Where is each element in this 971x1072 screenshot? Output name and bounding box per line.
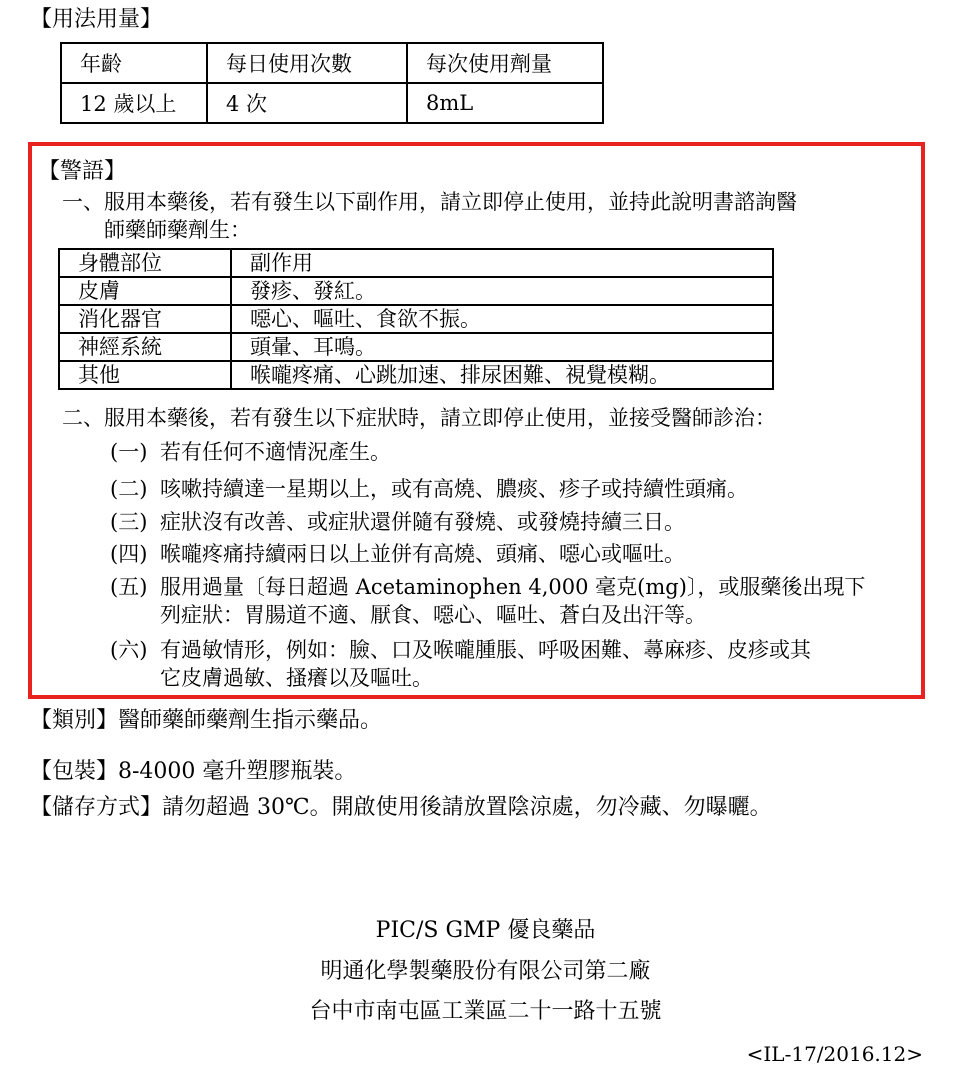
dosage-header-amount: 每次使用劑量: [407, 43, 603, 83]
warning-item1-line2: 師藥師藥劑生：: [104, 218, 251, 242]
dosage-table-row: [61, 83, 603, 123]
side-effects-body-part: 其他: [59, 361, 231, 389]
table-row: [59, 361, 773, 389]
side-effects-body-part: 消化器官: [59, 305, 231, 333]
symptom-text: 喉嚨疼痛持續兩日以上並併有高燒、頭痛、噁心或嘔吐。: [160, 542, 685, 566]
company-address: 台中市南屯區工業區二十一路十五號: [309, 999, 662, 1024]
symptom-item-5-continued: 列症狀：胃腸道不適、厭食、噁心、嘔吐、蒼白及出汗等。: [160, 603, 706, 627]
warning-heading: 【警語】: [38, 159, 127, 184]
symptom-text: 服用過量〔每日超過 Acetaminophen 4,000 毫克(mg)〕，或服藥後出現下: [160, 575, 866, 599]
symptom-number: (四): [110, 542, 148, 566]
side-effects-effect: 發疹、發紅。: [231, 277, 773, 305]
gmp-label: PIC/S GMP 優良藥品: [375, 918, 596, 943]
version-code: <IL-17/2016.12>: [746, 1042, 923, 1066]
symptom-text: 若有任何不適情況產生。: [160, 440, 391, 464]
symptom-item-4: [110, 539, 685, 569]
symptom-number: (六): [110, 638, 148, 662]
side-effects-header-body-part: 身體部位: [59, 249, 231, 277]
side-effects-header-effect: 副作用: [231, 249, 773, 277]
symptom-text: 症狀沒有改善、或症狀還併隨有發燒、或發燒持續三日。: [160, 510, 685, 534]
side-effects-table: [58, 248, 774, 390]
table-row: [59, 305, 773, 333]
symptom-text: 有過敏情形，例如：臉、口及喉嚨腫脹、呼吸困難、蕁麻疹、皮疹或其: [160, 638, 811, 662]
symptom-item-1: [110, 437, 391, 467]
symptom-number: (二): [110, 477, 148, 501]
symptom-item-3: [110, 507, 685, 537]
dosage-heading: 【用法用量】: [30, 7, 163, 32]
company-name: 明通化學製藥股份有限公司第二廠: [320, 959, 651, 984]
warning-item2: 二、服用本藥後，若有發生以下症狀時，請立即停止使用，並接受醫師診治：: [62, 406, 776, 430]
storage-line: 【儲存方式】請勿超過 30℃。開啟使用後請放置陰涼處，勿冷藏、勿曝曬。: [30, 795, 772, 820]
side-effects-effect: 喉嚨疼痛、心跳加速、排尿困難、視覺模糊。: [231, 361, 773, 389]
symptom-item-6: [110, 635, 811, 665]
symptom-item-2: [110, 474, 748, 504]
side-effects-effect: 噁心、嘔吐、食欲不振。: [231, 305, 773, 333]
category-line: 【類別】醫師藥師藥劑生指示藥品。: [30, 708, 383, 733]
symptom-item-6-continued: 它皮膚過敏、搔癢以及嘔吐。: [160, 666, 433, 690]
dosage-cell-age: 12 歲以上: [61, 83, 207, 123]
warning-item1-line1: 一、服用本藥後，若有發生以下副作用，請立即停止使用，並持此說明書諮詢醫: [62, 190, 797, 214]
dosage-cell-frequency: 4 次: [207, 83, 407, 123]
dosage-cell-amount: 8mL: [407, 83, 603, 123]
side-effects-effect: 頭暈、耳鳴。: [231, 333, 773, 361]
symptom-number: (三): [110, 510, 148, 534]
dosage-header-age: 年齡: [61, 43, 207, 83]
symptom-number: (五): [110, 575, 148, 599]
packaging-line: 【包裝】8-4000 毫升塑膠瓶裝。: [30, 759, 357, 784]
dosage-table: [60, 42, 604, 124]
table-row: [59, 277, 773, 305]
symptom-text: 咳嗽持續達一星期以上，或有高燒、膿痰、疹子或持續性頭痛。: [160, 477, 748, 501]
side-effects-header-row: [59, 249, 773, 277]
table-row: [59, 333, 773, 361]
side-effects-body-part: 神經系統: [59, 333, 231, 361]
dosage-table-header-row: [61, 43, 603, 83]
symptom-item-5: [110, 572, 865, 602]
dosage-header-frequency: 每日使用次數: [207, 43, 407, 83]
side-effects-body-part: 皮膚: [59, 277, 231, 305]
symptom-number: (一): [110, 440, 148, 464]
